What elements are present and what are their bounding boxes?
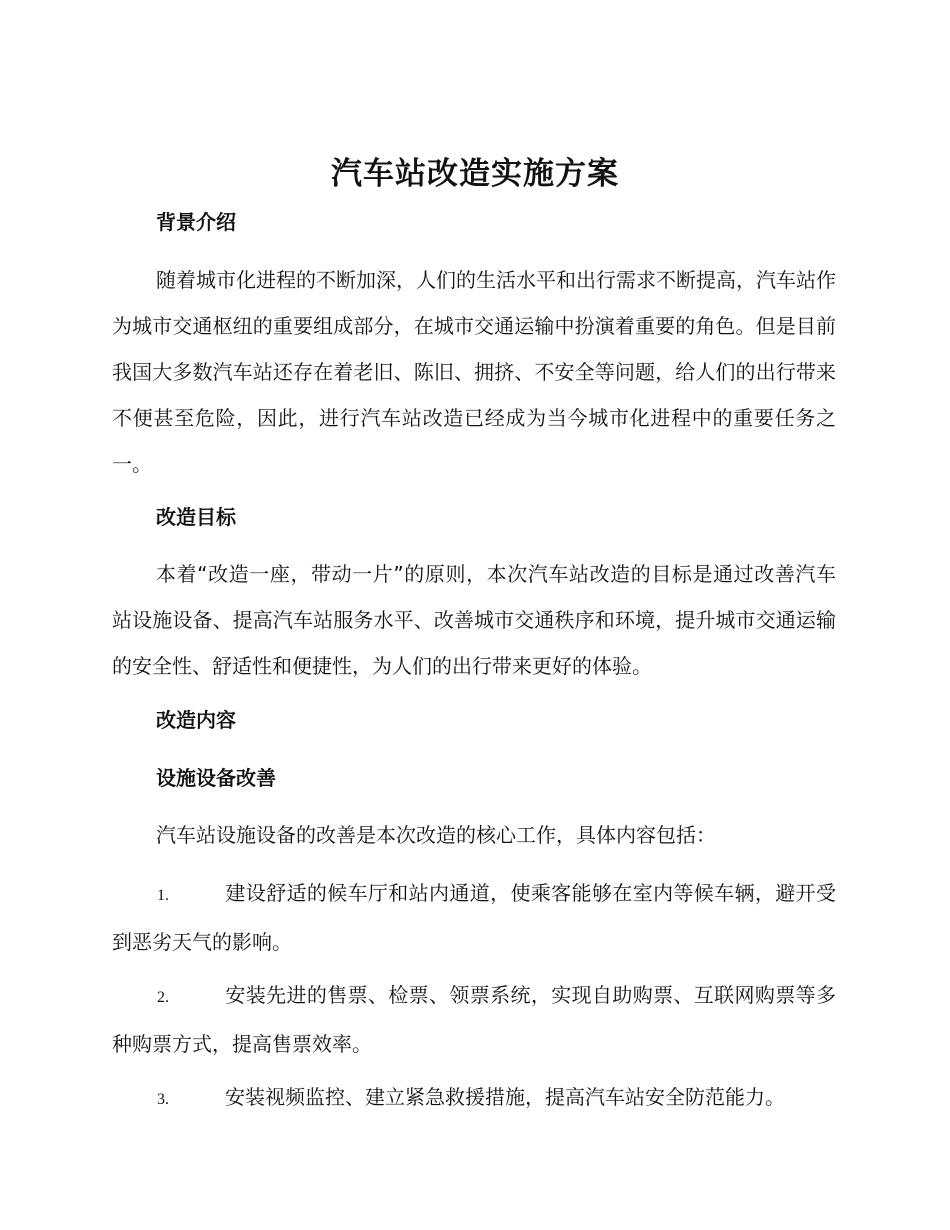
list-number: 3. xyxy=(157,1091,169,1108)
subsection-heading-facilities: 设施设备改善 xyxy=(156,766,276,790)
background-paragraph: 随着城市化进程的不断加深，人们的生活水平和出行需求不断提高，汽车站作为城市交通枢纽的重要组成部分，在城市交通运输中扮演着重要的角色。但是目前我国大多数汽车站还存在着老旧、陈旧、拥挤、不安全等问题，给人们的出行带来不便甚至危险，因此，进行汽车站改造已经成为当今城市化进程中的重要任务之一。 xyxy=(112,268,836,476)
section-heading-background: 背景介绍 xyxy=(156,210,236,234)
list-text: 安装视频监控、建立紧急救援措施，提高汽车站安全防范能力。 xyxy=(225,1085,785,1109)
list-item xyxy=(112,870,836,965)
list-number: 2. xyxy=(157,989,169,1006)
section-heading-content: 改造内容 xyxy=(156,708,236,732)
document-title: 汽车站改造实施方案 xyxy=(331,156,619,192)
facilities-intro: 汽车站设施设备的改善是本次改造的核心工作，具体内容包括： xyxy=(156,823,716,847)
list-text: 建设舒适的候车厅和站内通道，使乘客能够在室内等候车辆，避开受到恶劣天气的影响。 xyxy=(112,881,836,954)
list-text: 安装先进的售票、检票、领票系统，实现自助购票、互联网购票等多种购票方式，提高售票效率。 xyxy=(112,983,836,1056)
list-item xyxy=(112,972,836,1067)
section-heading-goal: 改造目标 xyxy=(156,505,236,529)
list-item xyxy=(112,1074,836,1123)
goal-paragraph: 本着“改造一座，带动一片”的原则，本次汽车站改造的目标是通过改善汽车站设施设备、提高汽车站服务水平、改善城市交通秩序和环境，提升城市交通运输的安全性、舒适性和便捷性，为人们的出行带来更好的体验。 xyxy=(112,562,836,678)
list-number: 1. xyxy=(157,887,169,904)
